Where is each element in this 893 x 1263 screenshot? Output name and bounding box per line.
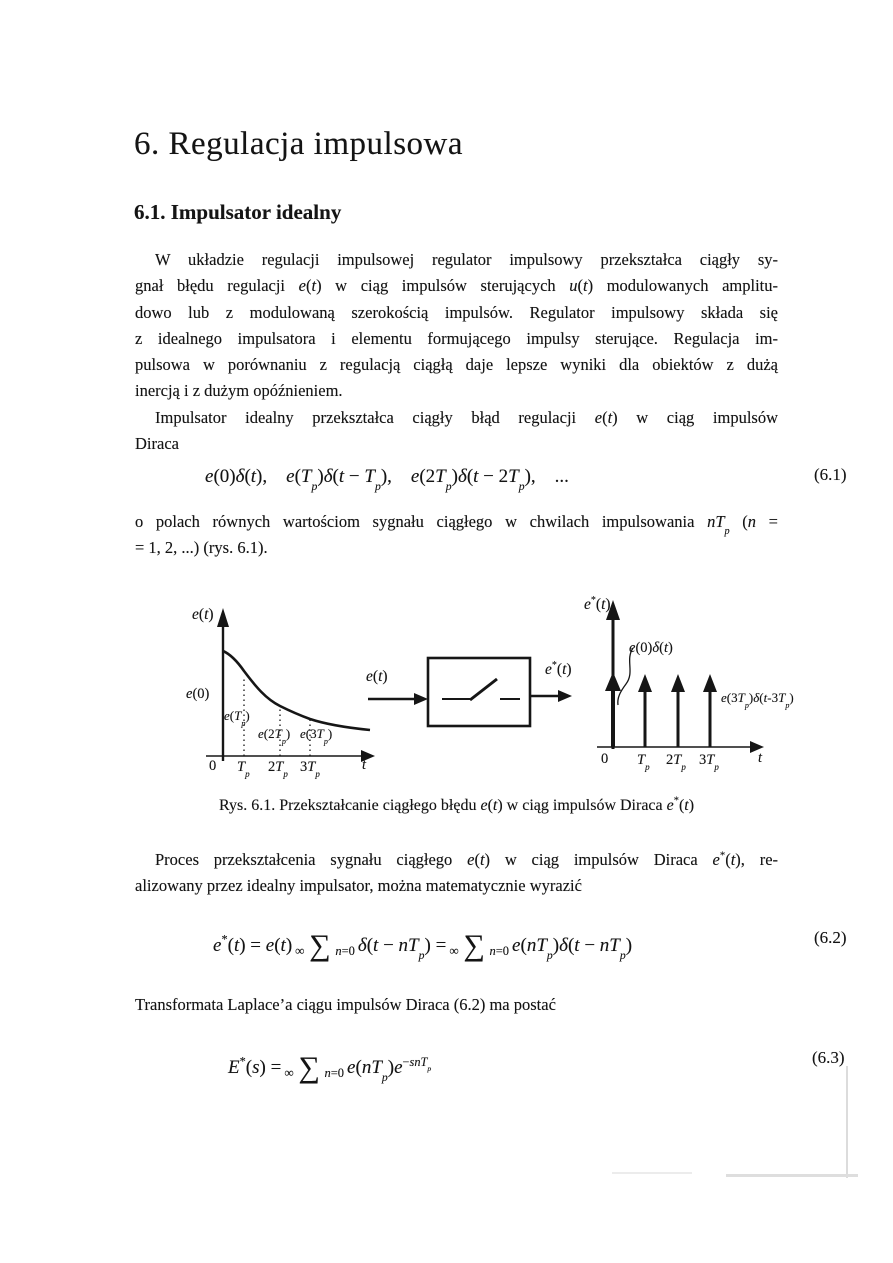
text-line: Proces przekształcenia sygnału ciągłego e(t) w ciąg impulsów Diraca e*(t), re-	[155, 849, 779, 869]
chapter-title: 6. Regulacja impulsowa	[134, 126, 464, 162]
sigma-glyph: ∑	[309, 929, 331, 963]
section-heading: 6.1. Impulsator idealny	[134, 200, 342, 224]
paragraph-2	[135, 405, 778, 458]
impulse-2Tp-arrowhead	[671, 674, 685, 692]
sum-upper-limit: ∞	[284, 1065, 294, 1081]
right-graph-ylabel: e*(t)	[584, 594, 611, 613]
left-graph-xlabel: t	[362, 757, 367, 773]
input-arrowhead	[414, 693, 428, 705]
summation-symbol	[449, 929, 510, 963]
impulse-0-arrowhead	[605, 672, 621, 691]
text-line: Transformata Laplace’a ciągu impulsów Diraca (6.2) ma postać	[135, 995, 556, 1014]
left-graph-ylabel: e(t)	[192, 606, 214, 623]
equation-6-2-mid: $\delta(t - nT_p)$ =	[357, 935, 447, 962]
right-graph-tick2-label: $2T_p$	[666, 752, 686, 773]
left-graph-tick1-label: $T_p$	[237, 759, 250, 780]
left-graph-origin-label: 0	[209, 758, 217, 774]
equation-6-3-rhs: $e(nT_p)e^{-snT_p}$	[347, 1054, 432, 1084]
equation-6-2-rhs: $e(nT_p)\delta(t - nT_p)$	[512, 935, 633, 962]
sum-upper-limit: ∞	[295, 943, 305, 959]
equation-6-2	[213, 908, 632, 984]
text-line: alizowany przez idealny impulsator, można matematycznie wyrazić	[135, 876, 582, 896]
text-line: z idealnego impulsatora i elementu formującego impulsy sterujące. Regulacja im-	[135, 328, 778, 348]
paragraph-3	[135, 509, 778, 562]
first-impulse-label: e(0)δ(t)	[629, 640, 673, 656]
impulse-Tp-arrowhead	[638, 674, 652, 692]
scan-artifact-vertical	[846, 1066, 848, 1178]
right-graph-tick1-label: $T_p$	[637, 752, 650, 773]
text-line: pulsowa w porównaniu z regulacją ciągłą daje lepsze wyniki dla obiektów z dużą	[135, 355, 778, 375]
left-y-axis-arrowhead	[217, 608, 229, 627]
last-impulse-label: $e(3T_p)\delta(t-3T_p)$	[721, 690, 794, 710]
text-line: Impulsator idealny przekształca ciągły błąd regulacji e(t) w ciąg impulsów	[155, 408, 778, 427]
equation-6-2-number: (6.2)	[814, 928, 847, 947]
right-graph-tick3-label: $3T_p$	[699, 752, 719, 773]
text-line: = 1, 2, ...) (rys. 6.1).	[135, 538, 268, 558]
left-graph-eTp-label: $e(T_p)$	[224, 708, 250, 728]
sum-lower-limit: n=0	[335, 944, 355, 959]
scan-artifact-smudge	[612, 1172, 692, 1174]
paragraph-5	[135, 992, 778, 1018]
left-graph-e2Tp-label: $e(2T_p)$	[258, 726, 291, 746]
scan-artifact-horizontal	[726, 1174, 858, 1177]
text-line: gnał błędu regulacji e(t) w ciąg impulsów sterujących u(t) modulowanych amplitu-	[135, 276, 778, 296]
equation-6-3-lhs: E*(s) =	[228, 1054, 282, 1078]
left-graph-e0-label: e(0)	[186, 686, 210, 702]
equation-6-1	[205, 458, 569, 496]
sum-lower-limit: n=0	[489, 944, 510, 959]
text-line: dowo lub z modulowaną szerokością impulsów. Regulator impulsowy składa się	[135, 302, 778, 322]
equation-6-1-number: (6.1)	[814, 465, 847, 484]
equation-6-3-number: (6.3)	[812, 1048, 845, 1067]
paragraph-4	[135, 847, 778, 900]
right-graph-xlabel: t	[758, 750, 763, 766]
text-line: W układzie regulacji impulsowej regulator impulsowy przekształca ciągły sy-	[155, 250, 778, 269]
block-input-label: e(t)	[366, 668, 388, 685]
paragraph-1	[135, 247, 778, 405]
figure-caption: Rys. 6.1. Przekształcanie ciągłego błędu e(t) w ciąg impulsów Diraca e*(t)	[218, 795, 695, 814]
switch-lever	[470, 679, 497, 700]
left-graph-e3Tp-label: $e(3T_p)$	[300, 726, 333, 746]
right-graph-svg	[583, 588, 893, 780]
block-output-label: e*(t)	[545, 659, 572, 678]
output-arrowhead	[558, 690, 572, 702]
right-graph-origin-label: 0	[601, 751, 609, 767]
sum-upper-limit: ∞	[449, 943, 459, 959]
equation-6-3	[228, 1030, 431, 1106]
sigma-glyph: ∑	[463, 929, 485, 963]
text-line: o polach równych wartościom sygnału ciągłego w chwilach impulsowania $nT_p$ (n =	[135, 512, 778, 537]
text-line: inercją i z dużym opóźnieniem.	[135, 381, 343, 401]
equation-6-2-lhs: e*(t) = e(t)	[213, 932, 293, 956]
left-graph-tick2-label: $2T_p$	[268, 759, 288, 780]
summation-symbol	[295, 929, 355, 963]
text-line: Diraca	[135, 434, 179, 454]
impulse-3Tp-arrowhead	[703, 674, 717, 692]
sum-lower-limit: n=0	[324, 1066, 345, 1081]
sigma-glyph: ∑	[298, 1051, 320, 1085]
equation-6-1-body: e(0)δ(t), $e(T_p)\delta(t - T_p)$, $e(2T_p)\delta(t - 2T_p)$, ...	[205, 466, 569, 493]
summation-symbol	[284, 1051, 345, 1085]
left-graph-tick3-label: $3T_p$	[300, 759, 320, 780]
